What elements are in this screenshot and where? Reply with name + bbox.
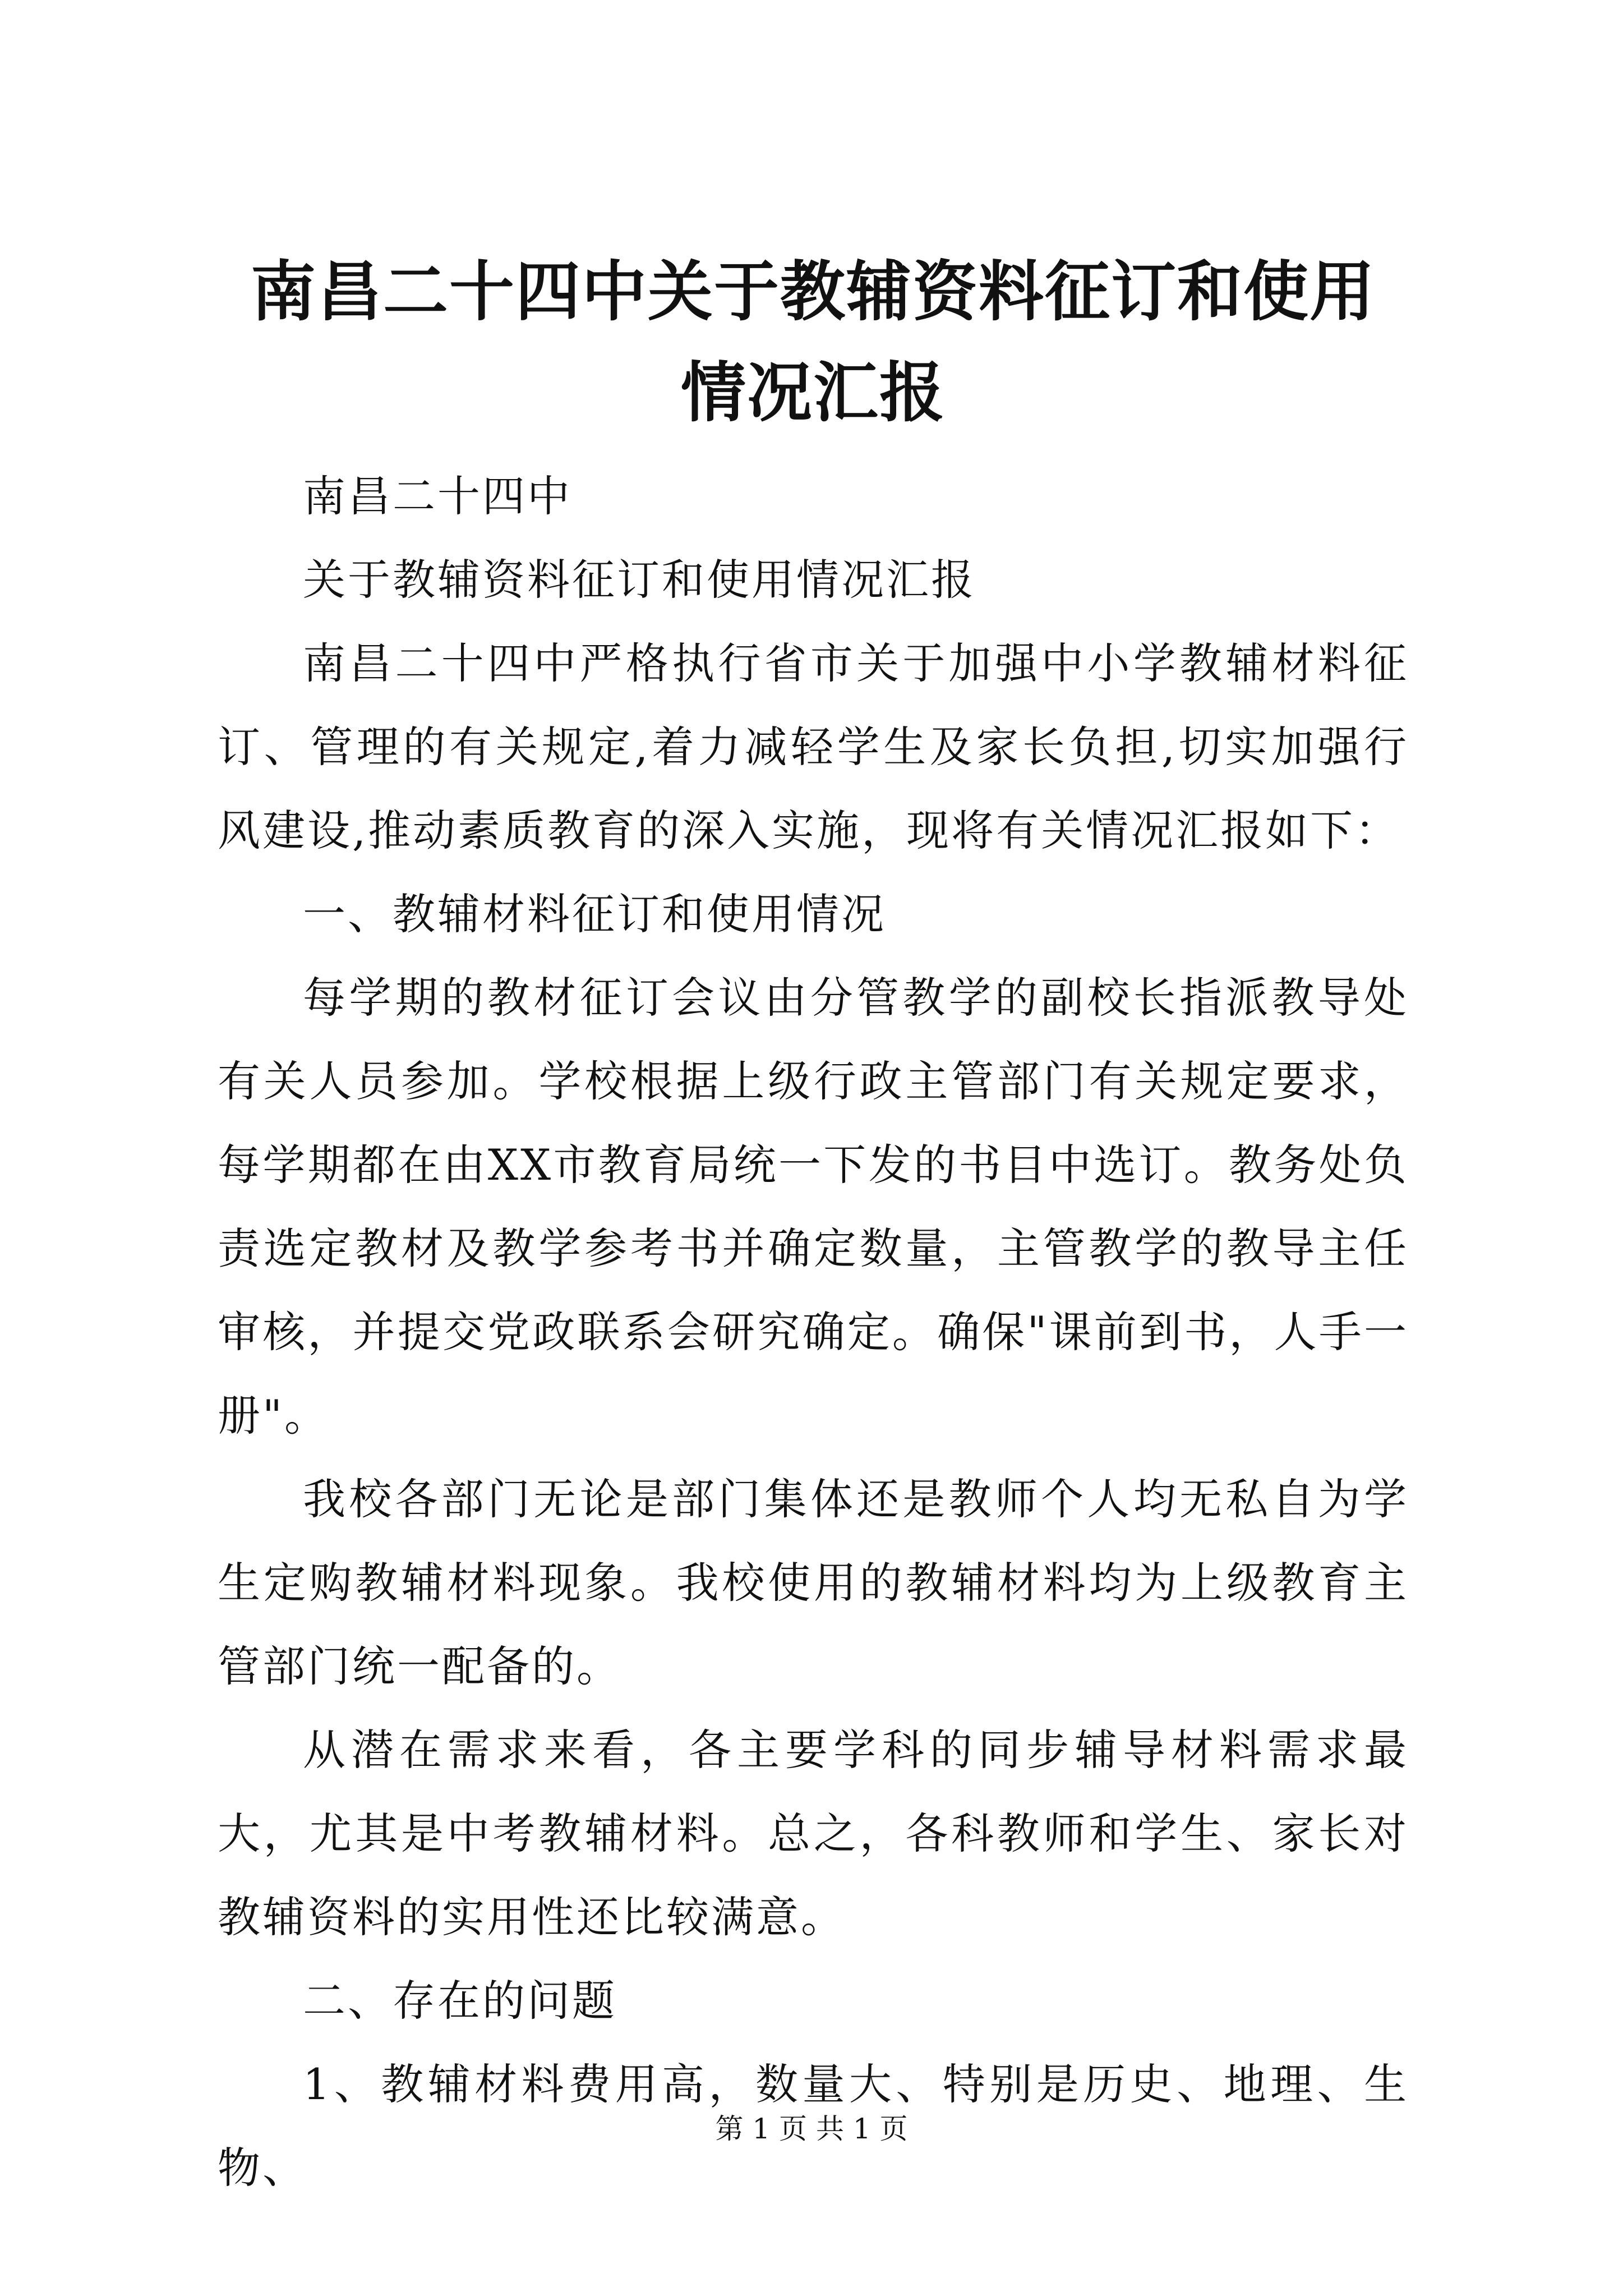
paragraph-school-name: 南昌二十四中: [303, 471, 572, 521]
page-footer: 第 1 页 共 1 页: [715, 2113, 908, 2145]
paragraph-problem-1: 1、教辅材料费用高，数量大、特别是历史、地理、生物、: [218, 2059, 1409, 2193]
section-heading-usage: 一、教辅材料征订和使用情况: [303, 889, 886, 939]
section-heading-problems: 二、存在的问题: [303, 1976, 617, 2026]
paragraph-ordering-process: 每学期的教材征订会议由分管教学的副校长指派教导处有关人员参加。学校根据上级行政主管部门有关规定要求，每学期都在由XX市教育局统一下发的书目中选订。教务处负责选定教材及教学参考书并确定数量，主管教学的教导主任审核，并提交党政联系会研究确定。确保"课前到书，人手一册"。: [218, 973, 1409, 1441]
paragraph-introduction: 南昌二十四中严格执行省市关于加强中小学教辅材料征订、管理的有关规定,着力减轻学生及家长负担,切实加强行风建设,推动素质教育的深入实施，现将有关情况汇报如下：: [218, 638, 1409, 855]
paragraph-no-private-ordering: 我校各部门无论是部门集体还是教师个人均无私自为学生定购教辅材料现象。我校使用的教辅材料均为上级教育主管部门统一配备的。: [218, 1474, 1409, 1691]
document-title: 南昌二十四中关于教辅资料征订和使用情况汇报: [251, 254, 1376, 431]
paragraph-demand: 从潜在需求来看，各主要学科的同步辅导材料需求最大，尤其是中考教辅材料。总之，各科教师和学生、家长对教辅资料的实用性还比较满意。: [218, 1725, 1409, 1942]
document-body: [218, 454, 1409, 2210]
paragraph-report-subject: 关于教辅资料征订和使用情况汇报: [303, 555, 976, 605]
